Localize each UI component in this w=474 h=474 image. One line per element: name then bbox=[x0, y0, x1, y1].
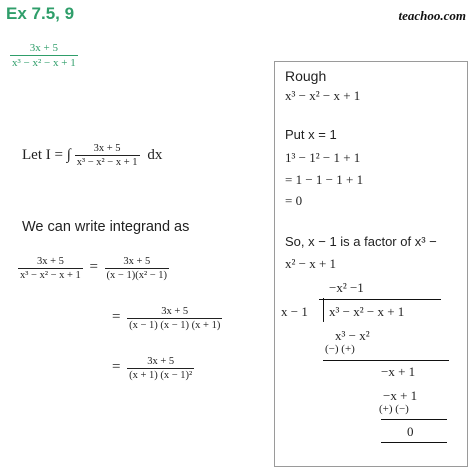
division-bar bbox=[319, 299, 441, 300]
equation-3 bbox=[112, 356, 194, 381]
let-numerator: 3x + 5 bbox=[93, 143, 121, 154]
division-bracket bbox=[313, 298, 324, 322]
division-line-1 bbox=[323, 360, 449, 361]
let-fraction bbox=[75, 143, 140, 168]
equation-2 bbox=[112, 306, 222, 331]
rough-polynomial: x³ − x² − x + 1 bbox=[285, 88, 361, 103]
division-quotient: −x² −1 bbox=[329, 280, 364, 295]
write-integrand-text: We can write integrand as bbox=[22, 219, 190, 235]
question-fraction bbox=[10, 42, 78, 69]
division-line-3 bbox=[381, 442, 447, 443]
division-line-2 bbox=[381, 419, 447, 420]
division-step-2: −x + 1 bbox=[383, 388, 418, 403]
exercise-title: Ex 7.5, 9 bbox=[6, 4, 75, 23]
rough-title: Rough bbox=[285, 68, 327, 84]
eq1-lhs-numerator: 3x + 5 bbox=[36, 256, 64, 267]
eq2-sign: = bbox=[112, 308, 121, 325]
rough-calc-3: = 0 bbox=[285, 193, 303, 208]
eq3-numerator: 3x + 5 bbox=[147, 356, 175, 367]
brand-logo: teachoo.com bbox=[398, 8, 466, 23]
division-divisor: x − 1 bbox=[281, 304, 308, 319]
division-result: 0 bbox=[407, 424, 414, 439]
question-denominator: x³ − x² − x + 1 bbox=[12, 57, 76, 69]
eq1-rhs-numerator: 3x + 5 bbox=[123, 256, 151, 267]
division-signs-1: (−) (+) bbox=[325, 343, 355, 355]
let-suffix: dx bbox=[147, 147, 163, 164]
rough-work-panel bbox=[274, 61, 468, 467]
eq3-fraction bbox=[127, 356, 194, 381]
eq3-denominator: (x + 1) (x − 1)² bbox=[129, 370, 193, 381]
rough-factor-text-2: x² − x + 1 bbox=[285, 256, 337, 271]
eq2-numerator: 3x + 5 bbox=[161, 306, 189, 317]
eq2-fraction bbox=[127, 306, 222, 331]
eq3-sign: = bbox=[112, 358, 121, 375]
rough-calc-2: = 1 − 1 − 1 + 1 bbox=[285, 172, 364, 187]
question-numerator: 3x + 5 bbox=[29, 42, 58, 54]
division-step-1: x³ − x² bbox=[335, 328, 370, 343]
eq2-denominator: (x − 1) (x − 1) (x + 1) bbox=[129, 320, 221, 331]
division-signs-2: (+) (−) bbox=[379, 403, 409, 415]
rough-put-text: Put x = 1 bbox=[285, 127, 337, 142]
division-dividend: x³ − x² − x + 1 bbox=[329, 304, 405, 319]
eq1-rhs-denominator: (x − 1)(x² − 1) bbox=[106, 270, 168, 281]
let-integral-line bbox=[22, 143, 162, 168]
rough-factor-text-1: So, x − 1 is a factor of x³ − bbox=[285, 234, 437, 249]
eq1-rhs bbox=[105, 256, 169, 281]
division-remainder-1: −x + 1 bbox=[381, 364, 416, 379]
eq1-sign: = bbox=[89, 258, 98, 275]
let-denominator: x³ − x² − x + 1 bbox=[76, 157, 138, 168]
eq1-lhs-denominator: x³ − x² − x + 1 bbox=[20, 270, 81, 281]
equation-1 bbox=[18, 256, 169, 281]
rough-calc-1: 1³ − 1² − 1 + 1 bbox=[285, 150, 361, 165]
let-prefix: Let I = ∫ bbox=[22, 147, 71, 164]
eq1-lhs bbox=[18, 256, 83, 281]
